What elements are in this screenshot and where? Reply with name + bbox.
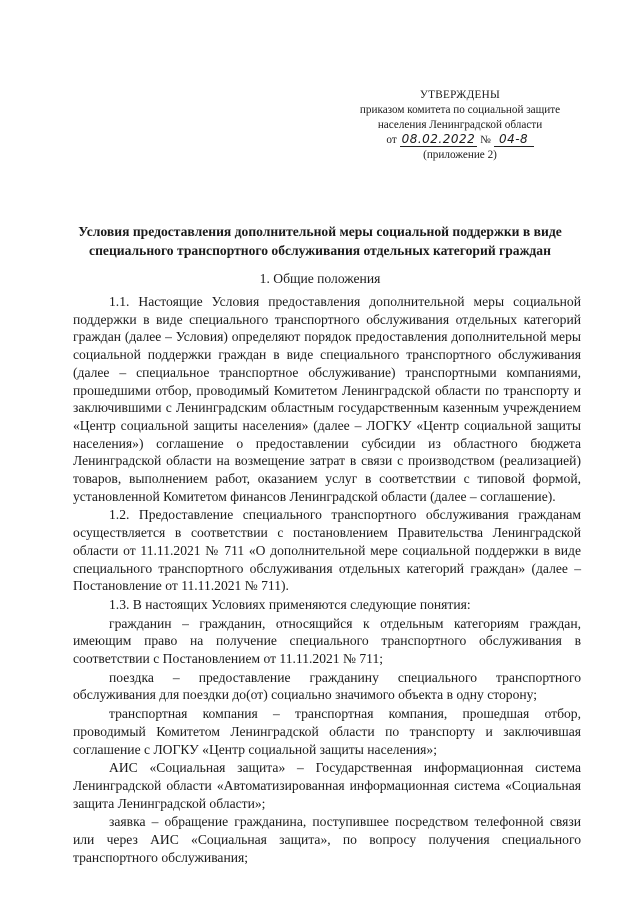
definition-ais: АИС «Социальная защита» – Государственная информационная система Ленинградской области «Автоматизированная информационная система «Социальная защита Ленинградской области»; — [73, 760, 581, 811]
definition-trip: поездка – предоставление гражданину специального транспортного обслуживания для поездки до(от) социально значимого объекта в одну сторону; — [73, 669, 581, 703]
paragraph-1-3: 1.3. В настоящих Условиях применяются следующие понятия: — [109, 596, 471, 612]
definition-application: заявка – обращение гражданина, поступившее посредством телефонной связи или через АИС «Социальная защита», по вопросу получения специального транспортного обслуживания; — [73, 814, 581, 865]
document-body — [73, 293, 581, 867]
handwritten-date: 08.02.2022 — [401, 132, 476, 146]
number-label: № — [480, 134, 491, 146]
order-date-number-line — [340, 133, 580, 148]
paragraph-1-2: 1.2. Предоставление специального транспортного обслуживания гражданам осуществляется в соответствии с постановлением Правительства Ленинградской области от 11.11.2021 № 711 «О дополнительной мере социальной поддержки в виде специального транспортного обслуживания отдельных категорий граждан» (далее – Постановление от 11.11.2021 № 711). — [73, 507, 581, 594]
approval-line-1: приказом комитета по социальной защите — [359, 104, 561, 116]
section-heading: 1. Общие положения — [259, 271, 381, 286]
paragraph-1-1: 1.1. Настоящие Условия предоставления дополнительной меры социальной поддержки в виде специального транспортного обслуживания отдельных категорий граждан (далее – Условия) определяют порядок предоставления дополнительной меры социальной поддержки граждан в виде специального транспортного обслуживания (далее – специальное транспортное обслуживание) транспортными компаниями, прошедшими отбор, проводимый Комитетом Ленинградской области по транспорту и заключившими с Ленинградским областным государственным казенным учреждением «Центр социальной защиты населения» (далее – ЛОГКУ «Центр социальной защиты населения») соглашение о предоставлении субсидии из областного бюджета Ленинградской области на возмещение затрат в связи с производством (реализацией) товаров, выполнением работ, оказанием услуг в соответствии с типовой формой, установленной Комитетом финансов Ленинградской области (далее – соглашение). — [73, 294, 581, 504]
definition-transport-company: транспортная компания – транспортная компания, прошедшая отбор, проводимый Комитетом Ленинградской области по транспорту и заключившая соглашение с ЛОГКУ «Центр социальной защиты населения»; — [73, 706, 581, 757]
approval-title: УТВЕРЖДЕНЫ — [419, 89, 501, 101]
approval-line-2: населения Ленинградской области — [377, 119, 543, 131]
handwritten-number: 04-8 — [494, 133, 534, 147]
from-label: от — [386, 134, 397, 146]
approval-stamp-block — [340, 88, 580, 163]
definition-citizen: гражданин – гражданин, относящийся к отдельным категориям граждан, имеющим право на получение специального транспортного обслуживания в соответствии с Постановлением от 11.11.2021 № 711; — [73, 615, 581, 667]
document-title: Условия предоставления дополнительной меры социальной поддержки в виде специального транспортного обслуживания отдельных категорий граждан — [78, 224, 562, 258]
appendix-label: (приложение 2) — [423, 149, 497, 161]
